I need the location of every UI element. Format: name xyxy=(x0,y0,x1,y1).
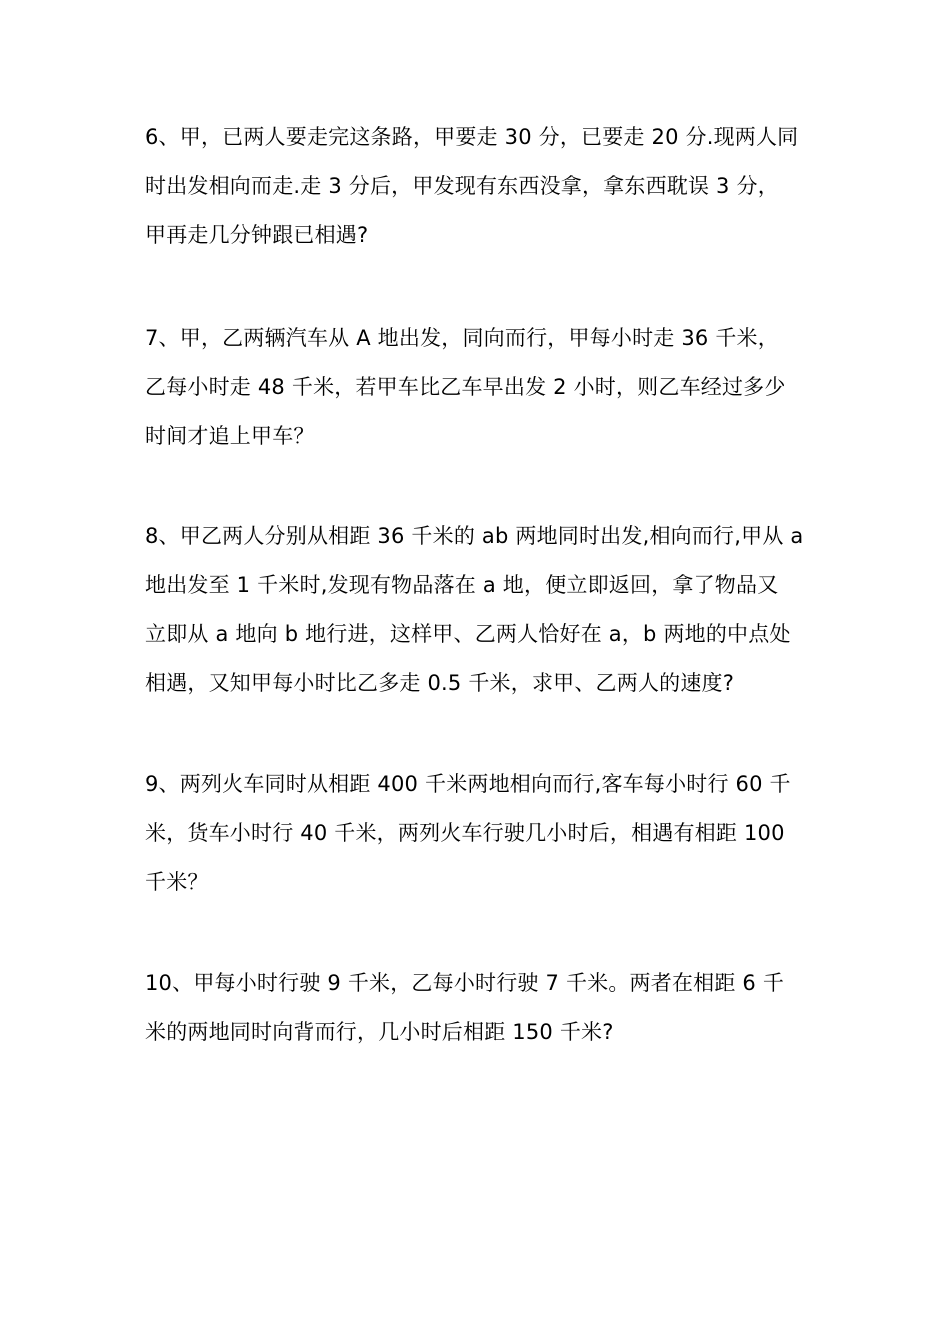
problem-line: 10、甲每小时行驶 9 千米，乙每小时行驶 7 千米。两者在相距 6 千 xyxy=(145,971,785,995)
problem-line: 时间才追上甲车？ xyxy=(145,424,315,448)
problem-line: 时出发相向而走.走 3 分后，甲发现有东西没拿，拿东西耽误 3 分， xyxy=(145,174,779,198)
problem-line: 立即从 a 地向 b 地行进，这样甲、乙两人恰好在 a，b 两地的中点处 xyxy=(145,622,791,646)
problem-10 xyxy=(145,959,815,1057)
problem-line: 千米？ xyxy=(145,870,209,894)
problem-line: 地出发至 1 千米时,发现有物品落在 a 地，便立即返回，拿了物品又 xyxy=(145,573,779,597)
problem-line: 9、两列火车同时从相距 400 千米两地相向而行,客车每小时行 60 千 xyxy=(145,772,791,796)
problem-8 xyxy=(145,512,815,708)
problem-line: 8、甲乙两人分别从相距 36 千米的 ab 两地同时出发,相向而行,甲从 a xyxy=(145,524,804,548)
problem-line: 相遇，又知甲每小时比乙多走 0.5 千米，求甲、乙两人的速度? xyxy=(145,671,735,695)
problem-9 xyxy=(145,760,815,907)
problem-line: 甲再走几分钟跟已相遇? xyxy=(145,223,369,247)
problem-line: 7、甲，乙两辆汽车从 A 地出发，同向而行，甲每小时走 36 千米， xyxy=(145,326,779,350)
problem-7 xyxy=(145,314,815,461)
problem-line: 米的两地同时向背而行，几小时后相距 150 千米? xyxy=(145,1020,614,1044)
problem-6 xyxy=(145,113,815,260)
problem-line: 米，货车小时行 40 千米，两列火车行驶几小时后，相遇有相距 100 xyxy=(145,821,785,845)
problem-line: 乙每小时走 48 千米，若甲车比乙车早出发 2 小时，则乙车经过多少 xyxy=(145,375,786,399)
problem-line: 6、甲，已两人要走完这条路，甲要走 30 分，已要走 20 分.现两人同 xyxy=(145,125,799,149)
